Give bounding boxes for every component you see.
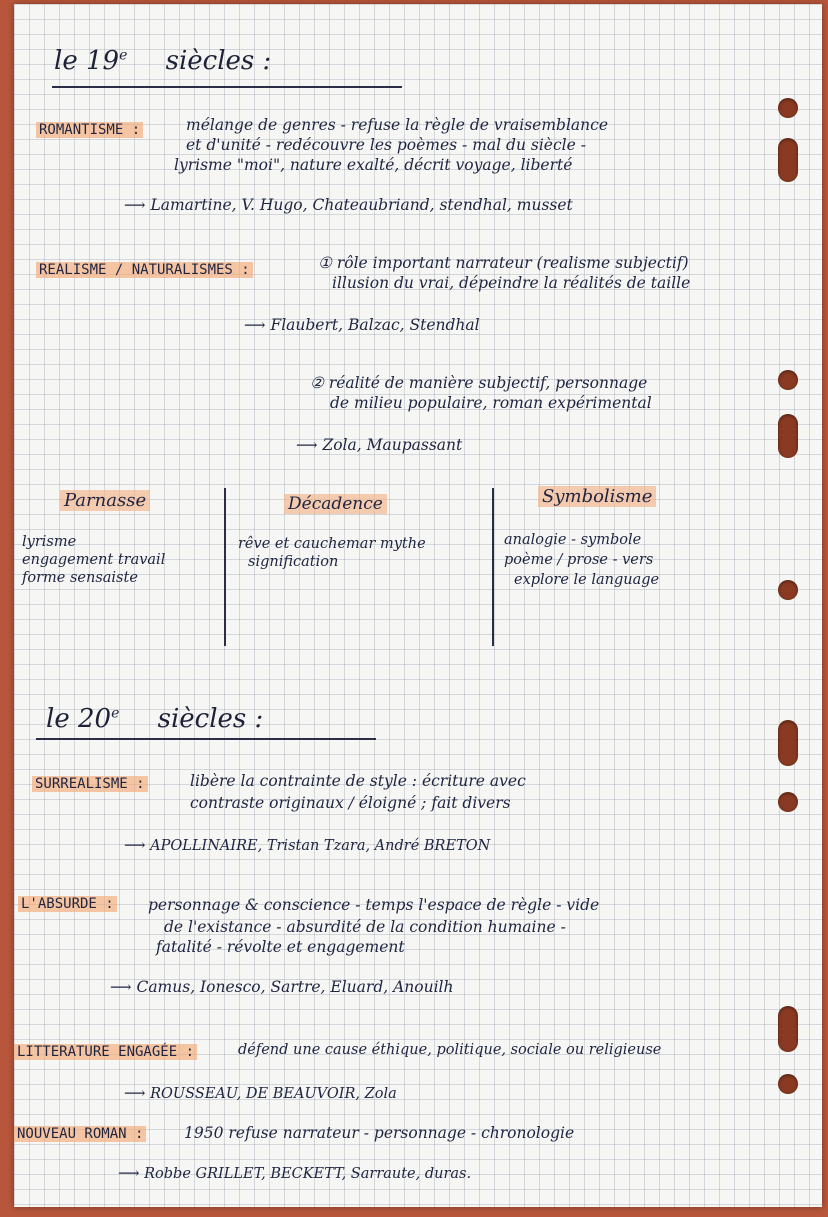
nouveau-roman-text: 1950 refuse narrateur - personnage - chronologie <box>184 1124 575 1142</box>
column-head-symbolisme: Symbolisme <box>538 486 656 507</box>
realisme-point2-line-2: de milieu populaire, roman expérimental <box>330 394 652 412</box>
title-20-main: le 20 <box>46 704 112 734</box>
binder-hole <box>778 370 798 390</box>
absurde-authors-text: Camus, Ionesco, Sartre, Eluard, Anouilh <box>136 978 454 996</box>
realisme-point2-line-1: ② réalité de manière subjectif, personnage <box>310 374 648 392</box>
parnasse-line-2: engagement travail <box>22 552 166 568</box>
notebook-page <box>14 4 822 1207</box>
title-19-main: le 19 <box>54 46 120 76</box>
realisme-authors1-text: Flaubert, Balzac, Stendhal <box>270 316 480 334</box>
title-20-rest: siècles : <box>157 704 264 734</box>
engagee-authors <box>124 1084 397 1102</box>
column-head-parnasse: Parnasse <box>60 490 150 511</box>
arrow-icon: ⟶ <box>124 1084 146 1102</box>
absurde-line-2: de l'existance - absurdité de la condition humaine - <box>164 918 566 936</box>
surrealisme-authors <box>124 836 490 854</box>
absurde-authors <box>110 978 453 996</box>
decadence-line-2: signification <box>248 554 339 570</box>
surrealisme-line-2: contraste originaux / éloigné ; fait divers <box>190 794 511 812</box>
title-underline <box>52 86 402 88</box>
arrow-icon: ⟶ <box>244 316 266 334</box>
binder-hole <box>778 138 798 182</box>
engagee-authors-text: ROUSSEAU, DE BEAUVOIR, Zola <box>150 1086 397 1102</box>
realisme-authors2 <box>296 436 462 454</box>
absurde-line-1: personnage & conscience - temps l'espace de règle - vide <box>148 896 600 914</box>
title-20e-siecle <box>46 704 263 734</box>
surrealisme-label: SURREALISME : <box>32 776 148 792</box>
symbolisme-line-2: poème / prose - vers <box>504 552 654 568</box>
column-divider <box>492 488 494 646</box>
column-head-decadence: Décadence <box>284 494 387 514</box>
symbolisme-line-3: explore le language <box>514 572 660 588</box>
absurde-label: L'ABSURDE : <box>18 896 117 912</box>
realisme-authors1 <box>244 316 480 334</box>
engagee-text: défend une cause éthique, politique, sociale ou religieuse <box>238 1042 662 1058</box>
parnasse-line-3: forme sensaiste <box>22 570 138 586</box>
title-19-sup: e <box>119 47 128 64</box>
realisme-authors2-text: Zola, Maupassant <box>322 436 463 454</box>
binder-hole <box>778 792 798 812</box>
nouveau-roman-label: NOUVEAU ROMAN : <box>14 1126 146 1142</box>
binder-hole <box>778 98 798 118</box>
surrealisme-line-1: libère la contrainte de style : écriture avec <box>190 772 526 790</box>
symbolisme-line-1: analogie - symbole <box>504 532 642 548</box>
romantisme-line-3: lyrisme "moi", nature exalté, décrit voyage, liberté <box>174 156 573 174</box>
nouveau-roman-authors-text: Robbe GRILLET, BECKETT, Sarraute, duras. <box>144 1166 472 1182</box>
realisme-point1-line-2: illusion du vrai, dépeindre la réalités de taille <box>332 274 691 292</box>
binder-hole <box>778 720 798 766</box>
romantisme-line-2: et d'unité - redécouvre les poèmes - mal du siècle - <box>186 136 586 154</box>
title-20-sup: e <box>111 705 120 722</box>
parnasse-line-1: lyrisme <box>22 534 77 550</box>
title-19e-siecle <box>54 46 271 76</box>
romantisme-authors-text: Lamartine, V. Hugo, Chateaubriand, stendhal, musset <box>150 196 573 214</box>
arrow-icon: ⟶ <box>124 196 146 214</box>
decadence-line-1: rêve et cauchemar mythe <box>238 536 426 552</box>
engagee-label: LITTERATURE ENGAGÉE : <box>14 1044 197 1060</box>
binder-hole <box>778 1074 798 1094</box>
absurde-line-3: fatalité - révolte et engagement <box>156 938 405 956</box>
romantisme-label: ROMANTISME : <box>36 122 143 138</box>
realisme-label: REALISME / NATURALISMES : <box>36 262 253 278</box>
title-underline <box>36 738 376 740</box>
binder-hole <box>778 1006 798 1052</box>
column-divider <box>224 488 226 646</box>
realisme-point1-line-1: ① rôle important narrateur (realisme subjectif) <box>318 254 689 272</box>
arrow-icon: ⟶ <box>296 436 318 454</box>
arrow-icon: ⟶ <box>110 978 132 996</box>
nouveau-roman-authors <box>118 1164 471 1182</box>
surrealisme-authors-text: APOLLINAIRE, Tristan Tzara, André BRETON <box>150 838 491 854</box>
binder-hole <box>778 414 798 458</box>
romantisme-line-1: mélange de genres - refuse la règle de vraisemblance <box>186 116 609 134</box>
binder-hole <box>778 580 798 600</box>
arrow-icon: ⟶ <box>124 836 146 854</box>
arrow-icon: ⟶ <box>118 1164 140 1182</box>
romantisme-authors <box>124 196 573 214</box>
title-19-rest: siècles : <box>165 46 272 76</box>
